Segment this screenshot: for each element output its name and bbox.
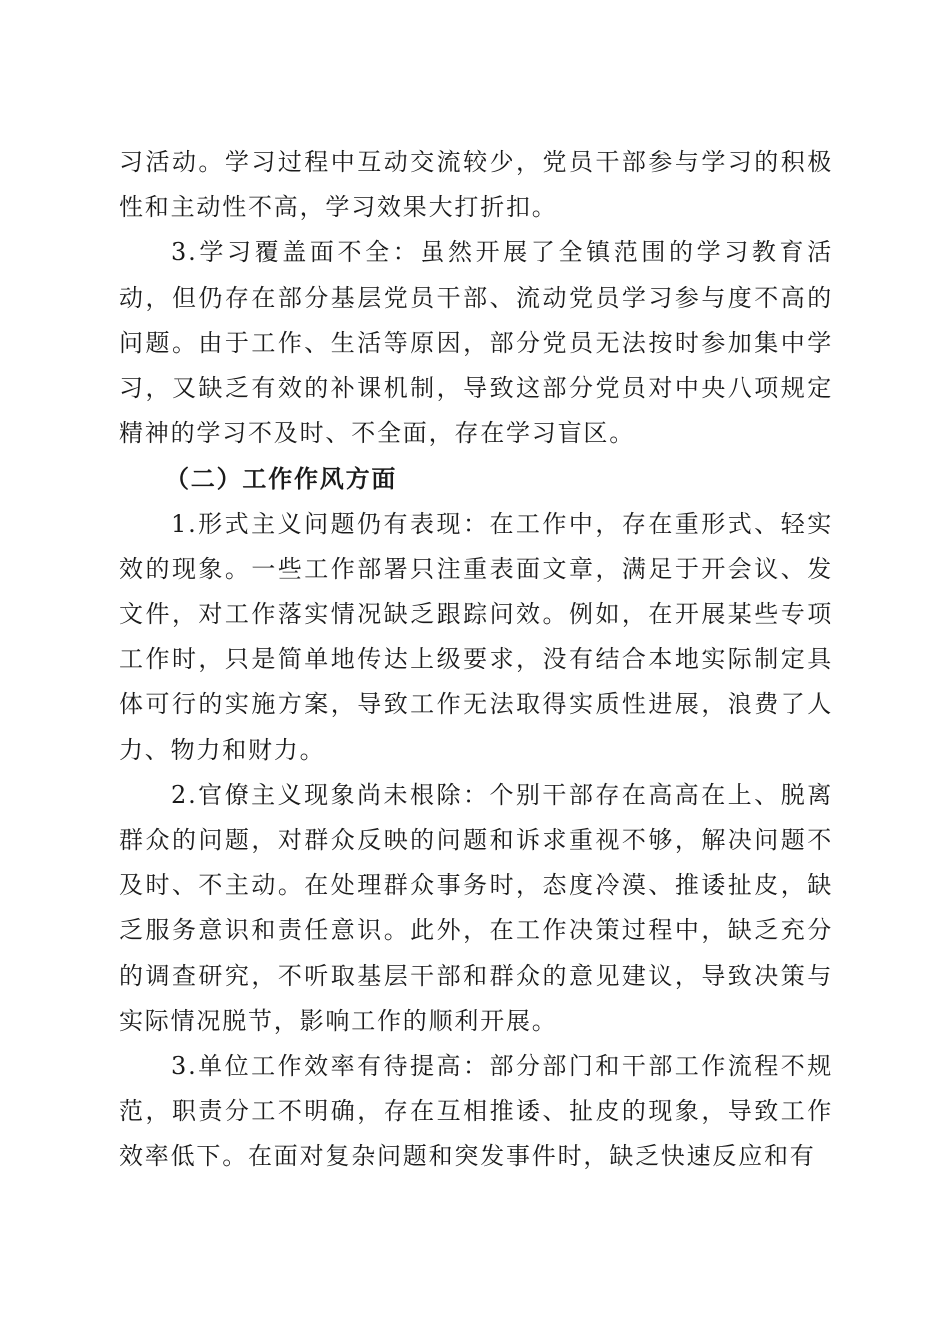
- paragraph-learning-coverage: 3.学习覆盖面不全：虽然开展了全镇范围的学习教育活动，但仍存在部分基层党员干部、流动党员学习参与度不高的问题。由于工作、生活等原因，部分党员无法按时参加集中学习，又缺乏有效的补课机制，导致这部分党员对中央八项规定精神的学习不及时、不全面，存在学习盲区。: [119, 238, 833, 448]
- paragraph-formalism: 1.形式主义问题仍有表现：在工作中，存在重形式、轻实效的现象。一些工作部署只注重表面文章，满足于开会议、发文件，对工作落实情况缺乏跟踪问效。例如，在开展某些专项工作时，只是简单地传达上级要求，没有结合本地实际制定具体可行的实施方案，导致工作无法取得实质性进展，浪费了人力、物力和财力。: [119, 509, 833, 764]
- paragraph-work-efficiency: 3.单位工作效率有待提高：部分部门和干部工作流程不规范，职责分工不明确，存在互相推诿、扯皮的现象，导致工作效率低下。在面对复杂问题和突发事件时，缺乏快速反应和有: [119, 1052, 833, 1171]
- section-heading-work-style: （二）工作作风方面: [165, 464, 398, 494]
- document-body: [119, 140, 833, 1180]
- paragraph-continuation: 习活动。学习过程中互动交流较少，党员干部参与学习的积极性和主动性不高，学习效果大打折扣。: [119, 148, 833, 222]
- paragraph-bureaucratism: 2.官僚主义现象尚未根除：个别干部存在高高在上、脱离群众的问题，对群众反映的问题和诉求重视不够，解决问题不及时、不主动。在处理群众事务时，态度冷漠、推诿扯皮，缺乏服务意识和责任意识。此外，在工作决策过程中，缺乏充分的调查研究，不听取基层干部和群众的意见建议，导致决策与实际情况脱节，影响工作的顺利开展。: [119, 780, 833, 1035]
